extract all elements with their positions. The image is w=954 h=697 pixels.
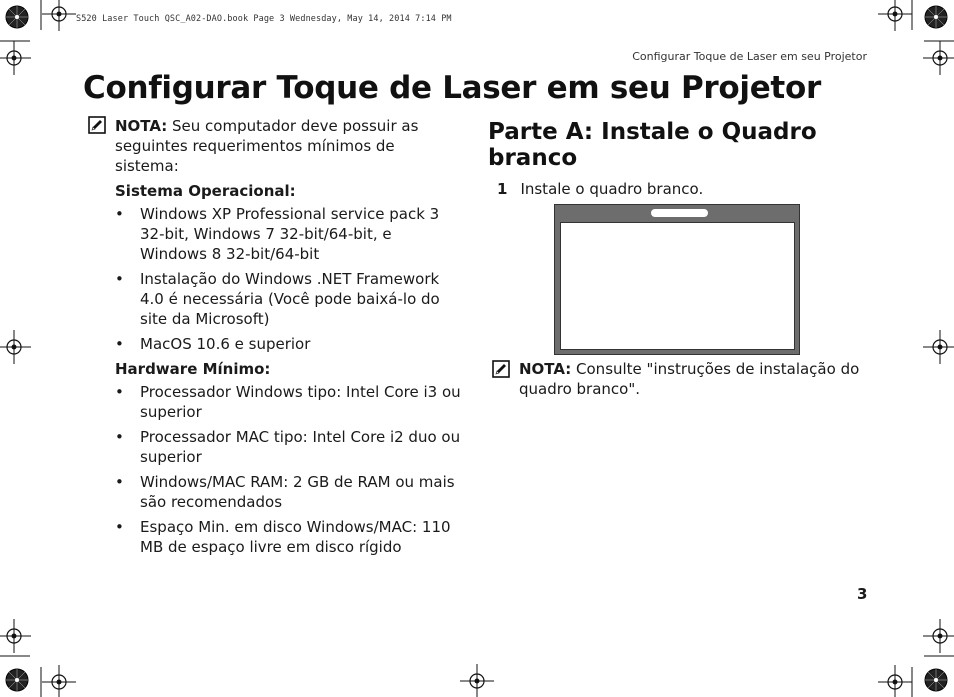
running-header: Configurar Toque de Laser em seu Projetor xyxy=(632,50,867,63)
note-body: Consulte "instruções de instalação do quadro branco". xyxy=(519,360,860,398)
step-number: 1 xyxy=(497,180,508,198)
list-item: • Espaço Min. em disco Windows/MAC: 110 MB de espaço livre em disco rígido xyxy=(115,517,462,557)
page-number: 3 xyxy=(857,585,868,603)
note-label: NOTA: xyxy=(115,117,168,135)
section-heading: Parte A: Instale o Quadro branco xyxy=(488,119,817,171)
list-item: • Windows/MAC RAM: 2 GB de RAM ou mais são recomendados xyxy=(115,472,462,512)
list-item: • Windows XP Professional service pack 3 32-bit, Windows 7 32-bit/64-bit, e Windows 8 32-bit/64-bit xyxy=(115,204,462,264)
page-title: Configurar Toque de Laser em seu Projetor xyxy=(83,70,821,106)
note-body: Seu computador deve possuir as seguintes requerimentos mínimos de sistema: xyxy=(115,117,419,175)
list-item: • Processador Windows tipo: Intel Core i3 ou superior xyxy=(115,382,462,422)
print-slug: S520 Laser Touch QSC_A02-DAO.book Page 3 Wednesday, May 14, 2014 7:14 PM xyxy=(76,14,452,24)
os-heading: Sistema Operacional: xyxy=(115,182,296,200)
list-item: • MacOS 10.6 e superior xyxy=(115,334,462,354)
hardware-heading: Hardware Mínimo: xyxy=(115,360,271,378)
list-item: • Instalação do Windows .NET Framework 4.0 é necessária (Você pode baixá-lo do site da Microsoft) xyxy=(115,269,462,329)
step-text: Instale o quadro branco. xyxy=(520,180,704,198)
note-label: NOTA: xyxy=(519,360,572,378)
list-item: • Processador MAC tipo: Intel Core i2 duo ou superior xyxy=(115,427,462,467)
